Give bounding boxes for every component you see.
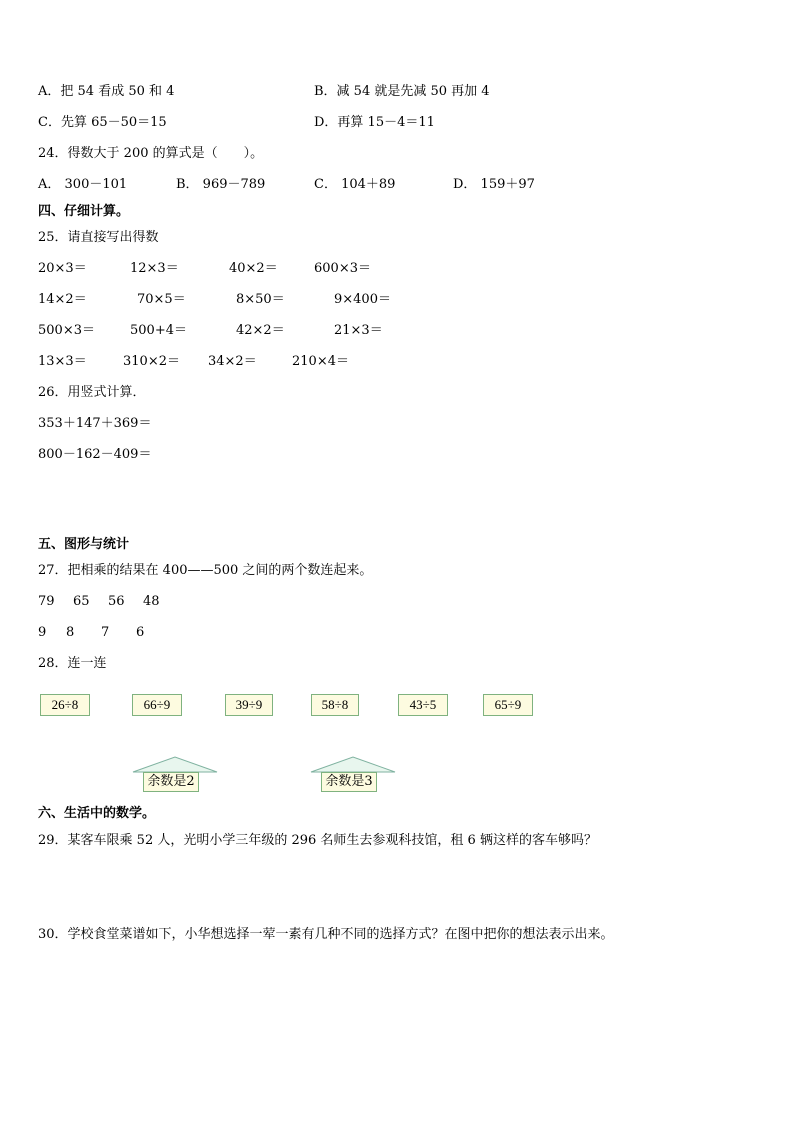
section-title-5: 五、图形与统计 bbox=[38, 537, 130, 552]
house-roof-icon bbox=[131, 755, 219, 773]
q25-item: 20×3＝ bbox=[38, 261, 87, 276]
q25-item: 13×3＝ bbox=[38, 354, 87, 369]
q27-stem: 27．把相乘的结果在 400——500 之间的两个数连起来。 bbox=[38, 563, 373, 578]
q25-item: 310×2＝ bbox=[123, 354, 180, 369]
q25-item: 600×3＝ bbox=[314, 261, 371, 276]
q25-item: 70×5＝ bbox=[137, 292, 186, 307]
q25-item: 21×3＝ bbox=[334, 323, 383, 338]
q27-bottom-number: 8 bbox=[66, 625, 75, 640]
q26-expression-2: 800－162－409＝ bbox=[38, 447, 152, 462]
q24-option-d: D． 159＋97 bbox=[453, 177, 535, 192]
q27-bottom-number: 9 bbox=[38, 625, 47, 640]
q24-option-b: B． 969－789 bbox=[176, 177, 266, 192]
division-card[interactable]: 66÷9 bbox=[132, 694, 182, 716]
q25-stem: 25．请直接写出得数 bbox=[38, 230, 159, 245]
q27-top-number: 79 bbox=[38, 594, 55, 609]
q25-item: 8×50＝ bbox=[236, 292, 285, 307]
q26-expression-1: 353＋147＋369＝ bbox=[38, 416, 152, 431]
house-roof-icon bbox=[309, 755, 397, 773]
remainder-label: 余数是3 bbox=[321, 772, 377, 792]
q30-text: 30．学校食堂菜谱如下，小华想选择一荤一素有几种不同的选择方式？在图中把你的想法表示出来。 bbox=[38, 927, 614, 942]
q25-item: 500×3＝ bbox=[38, 323, 95, 338]
q26-stem: 26．用竖式计算． bbox=[38, 385, 146, 400]
division-card[interactable]: 43÷5 bbox=[398, 694, 448, 716]
q25-item: 9×400＝ bbox=[334, 292, 391, 307]
q27-bottom-number: 7 bbox=[101, 625, 110, 640]
q24-option-c: C． 104＋89 bbox=[314, 177, 396, 192]
q25-item: 14×2＝ bbox=[38, 292, 87, 307]
division-card[interactable]: 26÷8 bbox=[40, 694, 90, 716]
remainder-label: 余数是2 bbox=[143, 772, 199, 792]
q25-item: 210×4＝ bbox=[292, 354, 349, 369]
q24-stem: 24．得数大于 200 的算式是（ ）。 bbox=[38, 146, 264, 161]
division-card[interactable]: 39÷9 bbox=[225, 694, 273, 716]
q23-option-a: A．把 54 看成 50 和 4 bbox=[38, 84, 175, 99]
q25-item: 40×2＝ bbox=[229, 261, 278, 276]
q23-option-c: C．先算 65－50＝15 bbox=[38, 115, 167, 130]
q25-item: 34×2＝ bbox=[208, 354, 257, 369]
division-card[interactable]: 65÷9 bbox=[483, 694, 533, 716]
q23-option-d: D．再算 15－4＝11 bbox=[314, 115, 435, 130]
section-title-6: 六、生活中的数学。 bbox=[38, 806, 156, 821]
q27-top-number: 56 bbox=[108, 594, 125, 609]
q25-item: 12×3＝ bbox=[130, 261, 179, 276]
q27-top-number: 48 bbox=[143, 594, 160, 609]
q25-item: 42×2＝ bbox=[236, 323, 285, 338]
division-card[interactable]: 58÷8 bbox=[311, 694, 359, 716]
q24-option-a: A． 300－101 bbox=[38, 177, 128, 192]
q27-bottom-number: 6 bbox=[136, 625, 145, 640]
q23-option-b: B．减 54 就是先减 50 再加 4 bbox=[314, 84, 490, 99]
q28-stem: 28．连一连 bbox=[38, 656, 107, 671]
section-title-4: 四、仔细计算。 bbox=[38, 204, 130, 219]
q29-text: 29．某客车限乘 52 人，光明小学三年级的 296 名师生去参观科技馆，租 6 辆这样的客车够吗？ bbox=[38, 833, 597, 848]
q27-top-number: 65 bbox=[73, 594, 90, 609]
q25-item: 500+4＝ bbox=[130, 323, 187, 338]
